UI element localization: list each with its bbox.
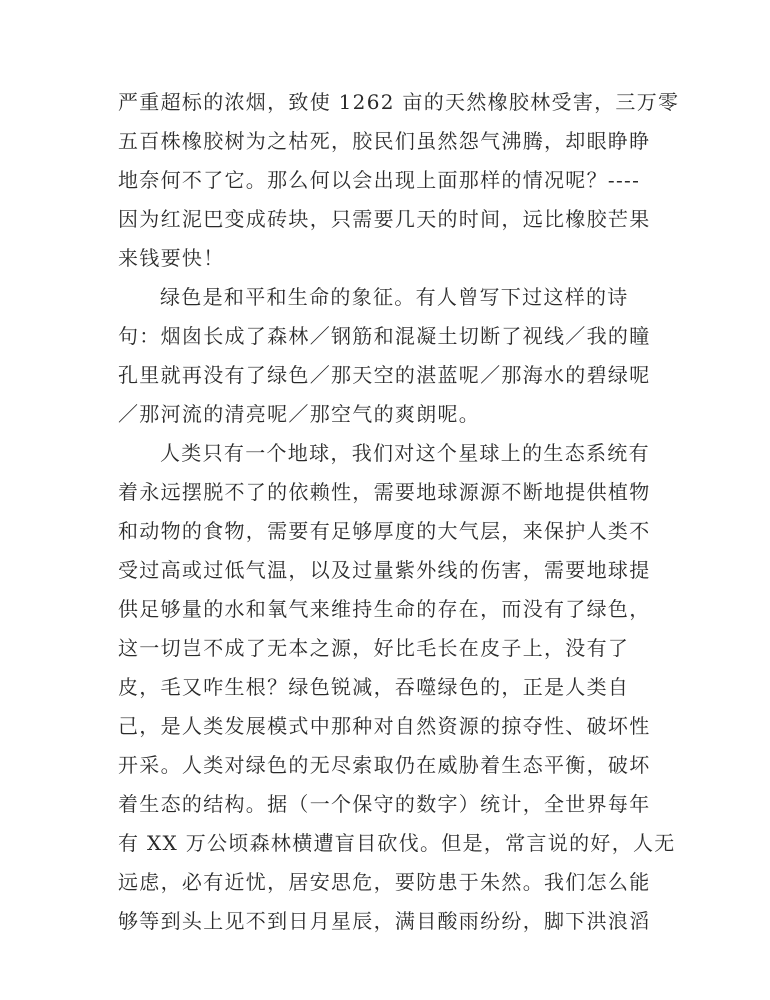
text-line-11: 着永远摆脱不了的依赖性，需要地球源源不断地提供植物: [118, 480, 651, 504]
paragraph-start-earth: 人类只有一个地球，我们对这个星球上的生态系统有: [160, 441, 650, 465]
text-line-12: 和动物的食物，需要有足够厚度的大气层，来保护人类不: [118, 519, 651, 543]
text-line-5: 来钱要快！: [118, 246, 225, 270]
text-line-15: 这一切岂不成了无本之源，好比毛长在皮子上，没有了: [118, 636, 630, 660]
text-line-1: 严重超标的浓烟，致使 1262 亩的天然橡胶林受害，三万零: [118, 90, 680, 114]
text-line-20: 有 XX 万公顷森林横遭盲目砍伐。但是，常言说的好，人无: [118, 831, 676, 855]
text-line-13: 受过高或过低气温，以及过量紫外线的伤害，需要地球提: [118, 558, 651, 582]
text-line-16: 皮，毛又咋生根？绿色锐减，吞噬绿色的，正是人类自: [118, 675, 630, 699]
text-line-17: 己，是人类发展模式中那种对自然资源的掠夺性、破坏性: [118, 714, 651, 738]
text-line-21: 远虑，必有近忧，居安思危，要防患于朱然。我们怎么能: [118, 870, 651, 894]
text-line-8: 孔里就再没有了绿色／那天空的湛蓝呢／那海水的碧绿呢: [118, 363, 651, 387]
text-line-4: 因为红泥巴变成砖块，只需要几天的时间，远比橡胶芒果: [118, 207, 651, 231]
text-line-19: 着生态的结构。据（一个保守的数字）统计，全世界每年: [118, 792, 651, 816]
text-line-2: 五百株橡胶树为之枯死，胶民们虽然怨气沸腾，却眼睁睁: [118, 129, 651, 153]
text-line-7: 句：烟囱长成了森林／钢筋和混凝土切断了视线／我的瞳: [118, 324, 651, 348]
text-line-18: 开采。人类对绿色的无尽索取仍在威胁着生态平衡，破坏: [118, 753, 651, 777]
paragraph-start-green: 绿色是和平和生命的象征。有人曾写下过这样的诗: [160, 285, 629, 309]
text-line-14: 供足够量的水和氧气来维持生命的存在，而没有了绿色，: [118, 597, 651, 621]
text-line-3: 地奈何不了它。那么何以会出现上面那样的情况呢？----: [118, 168, 641, 192]
text-line-9: ／那河流的清亮呢／那空气的爽朗呢。: [118, 402, 481, 426]
text-line-22: 够等到头上见不到日月星辰，满目酸雨纷纷，脚下洪浪滔: [118, 909, 651, 933]
